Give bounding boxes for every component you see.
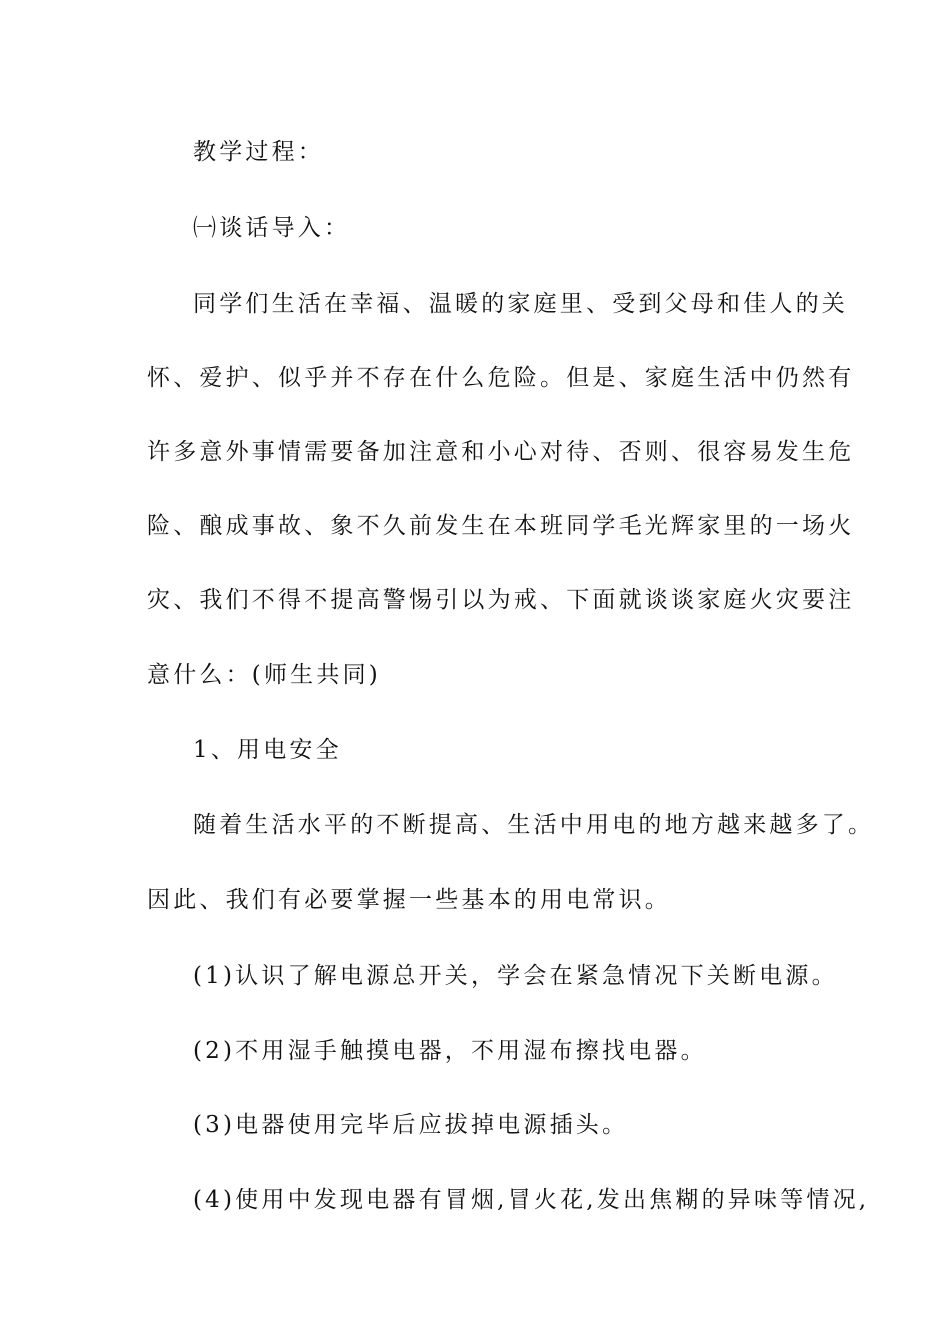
paragraph-line: 险、酿成事故、象不久前发生在本班同学毛光辉家里的一场火 [147,513,855,539]
paragraph-line: 怀、爱护、似乎并不存在什么危险。但是、家庭生活中仍然有 [147,365,855,391]
paragraph-line: 随着生活水平的不断提高、生活中用电的地方越来越多了。 [193,812,875,838]
list-item: (2)不用湿手触摸电器，不用湿布擦找电器。 [193,1038,707,1064]
paragraph-line: 因此、我们有必要掌握一些基本的用电常识。 [147,887,671,913]
paragraph-line: 灾、我们不得不提高警惕引以为戒、下面就谈谈家庭火灾要注 [147,587,855,613]
paragraph-line: 许多意外事情需要备加注意和小心对待、否则、很容易发生危 [147,439,855,465]
item-heading: 1、用电安全 [193,737,342,763]
paragraph-line: 意什么：(师生共同) [147,662,381,688]
subsection-heading: ㈠谈话导入： [193,215,351,241]
list-item: (4)使用中发现电器有冒烟,冒火花,发出焦糊的异味等情况, [193,1187,870,1213]
list-item: (3)电器使用完毕后应拔掉电源插头。 [193,1112,629,1138]
section-heading: 教学过程： [193,139,324,165]
list-item: (1)认识了解电源总开关，学会在紧急情况下关断电源。 [193,963,838,989]
paragraph-line: 同学们生活在幸福、温暖的家庭里、受到父母和佳人的关 [193,291,848,317]
